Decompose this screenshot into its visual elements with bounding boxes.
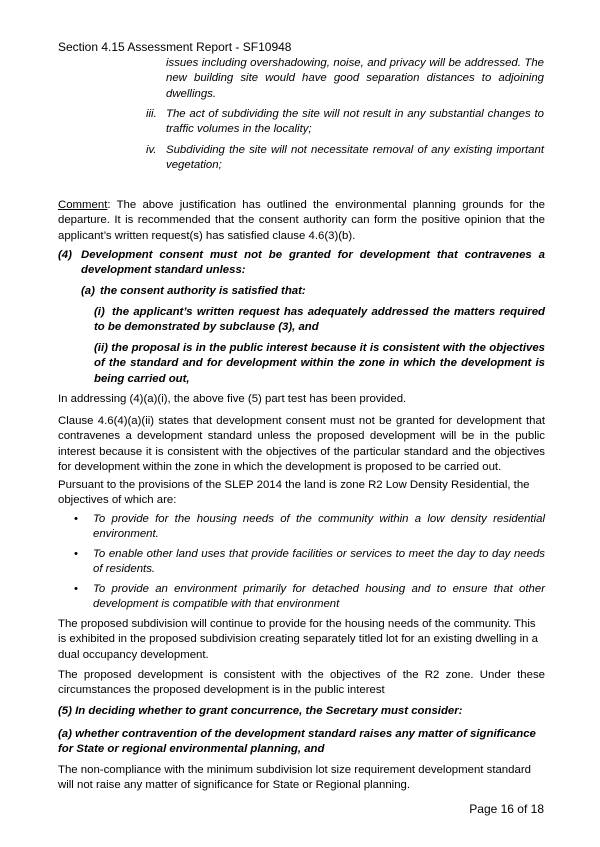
comment-text: : The above justification has outlined the environmental planning grounds for the departure. It is recommended that the consent authority can form the positive opinion that the applicant’s written request(s) has satisfied clause 4.6(3)(b). [58,199,545,242]
clause-number: (a) [58,728,72,740]
clause-number: (ii) [94,342,108,354]
clause-5a [58,727,545,758]
objective-text: To provide an environment primarily for detached housing and to ensure that other development is compatible with that environment [93,583,545,611]
objective-text: To provide for the housing needs of the community within a low density residential environment. [93,513,545,541]
bullet-icon: • [74,513,78,525]
clause-text: Development consent must not be granted for development that contravenes a development standard unless: [81,249,545,277]
paragraph-pursuant: Pursuant to the provisions of the SLEP 2014 the land is zone R2 Low Density Residential, the objectives of which are: [58,479,530,507]
list-number: iv. [146,144,157,156]
comment-label: Comment [58,199,108,211]
clause-text: the consent authority is satisfied that: [100,285,306,297]
list-number: iii. [146,108,157,120]
paragraph-addressing: In addressing (4)(a)(i), the above five (5) part test has been provided. [58,393,407,405]
page-number: Page 16 of 18 [469,802,544,816]
clause-text: whether contravention of the development standard raises any matter of significance for State or regional environmental planning, and [58,728,536,756]
clause-5 [58,704,545,719]
paragraph-noncompliance: The non-compliance with the minimum subdivision lot size requirement development standard will not raise any matter of significance for State or Regional planning. [58,764,531,792]
comment-paragraph [58,198,545,244]
clause-number: (a) [81,285,95,297]
bullet-icon: • [74,583,78,595]
paragraph-subdivision: The proposed subdivision will continue to provide for the housing needs of the community. This is exhibited in the proposed subdivision creating separately titled lot for an existing dwelling in a dual occupancy development. [58,618,538,661]
page-header: Section 4.15 Assessment Report - SF10948 [58,40,292,54]
bullet-icon: • [74,548,78,560]
clause-number: (4) [58,249,72,261]
clause-text: (ii) the proposal is in the public interest because it is consistent with the objectives of the standard and for development within the zone in which the development is being carried out, [94,342,545,385]
clause-text: In deciding whether to grant concurrence, the Secretary must consider: [75,705,463,717]
paragraph-clause-4-6: Clause 4.6(4)(a)(ii) states that development consent must not be granted for development that contravenes a development standard unless the proposed development will be in the public interest because it is consistent with the objectives of the particular standard and the objectives for development within the zone in which the development is proposed to be carried out. [58,415,545,474]
paragraph-consistent: The proposed development is consistent with the objectives of the R2 zone. Under these circumstances the proposed development is in the public interest [58,669,545,697]
list-text: The act of subdividing the site will not result in any substantial changes to traffic volumes in the locality; [166,108,544,136]
objective-text: To enable other land uses that provide facilities or services to meet the day to day needs of residents. [93,548,545,576]
list-text: Subdividing the site will not necessitate removal of any existing important vegetation; [166,144,544,172]
clause-number: (5) [58,705,72,717]
clause-text: the applicant’s written request has adequately addressed the matters required to be demonstrated by subclause (3), and [94,306,545,334]
list-item-ii-continuation: issues including overshadowing, noise, and privacy will be addressed. The new building site would have good separation distances to adjoining dwellings. [166,57,544,100]
clause-number: (i) [94,306,105,318]
